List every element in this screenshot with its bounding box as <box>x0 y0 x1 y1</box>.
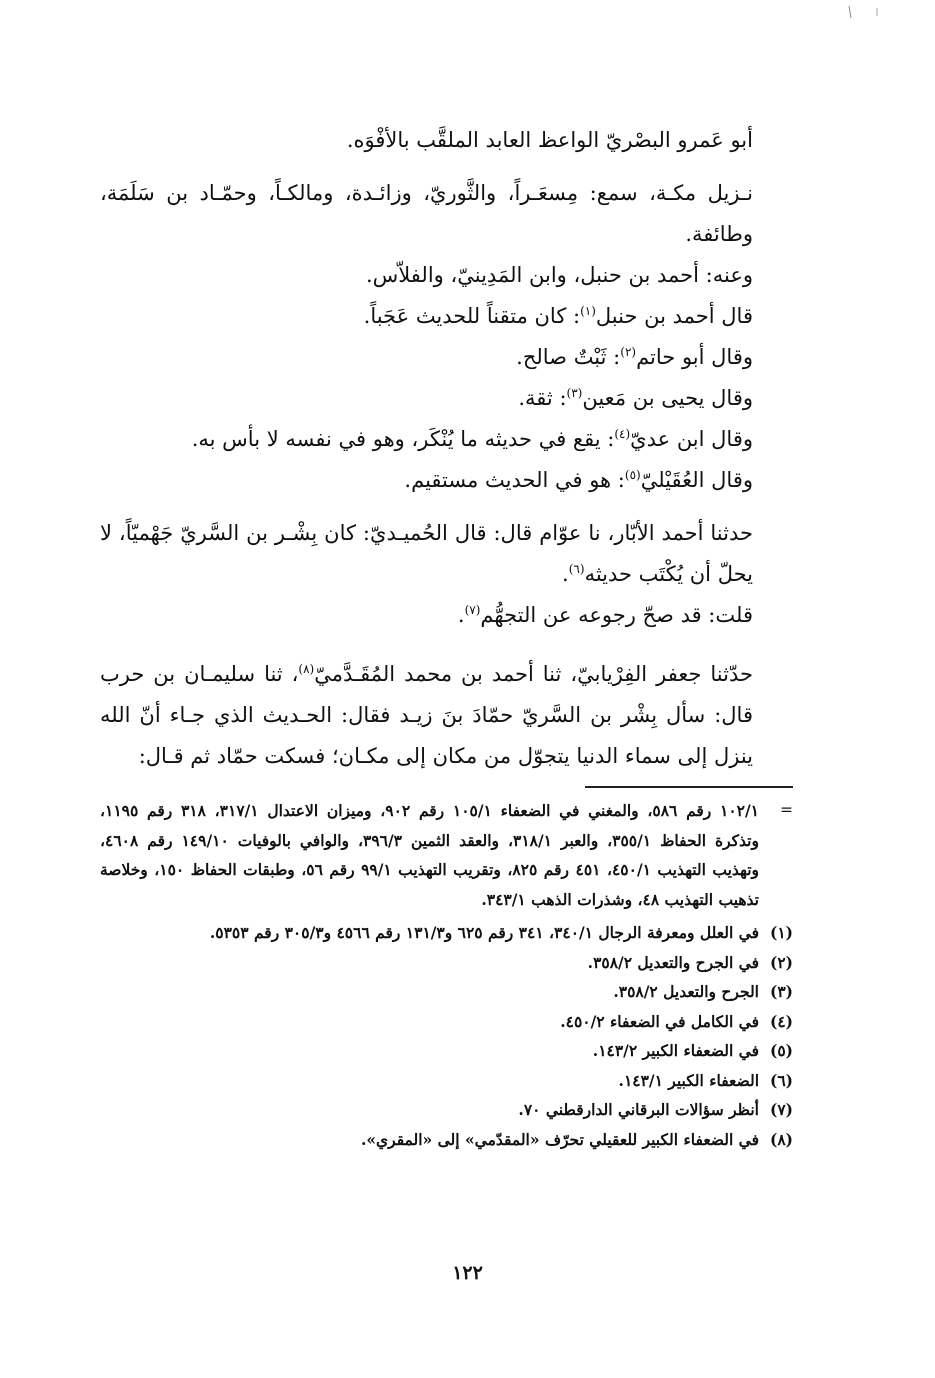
footnote-ref: (٥) <box>624 468 641 482</box>
footnote-ref: (٢) <box>620 345 637 359</box>
text-span: : كان متقناً للحديث عَجَباً. <box>363 304 581 328</box>
footnote-ref: (٤) <box>614 427 631 441</box>
page-number: ١٢٢ <box>452 1262 483 1284</box>
footnote-ref: (٨) <box>298 662 315 676</box>
paragraph-students <box>100 255 793 296</box>
footnote-item <box>100 918 793 948</box>
footnote-ref: (٦) <box>568 562 585 576</box>
footnote-text: في العلل ومعرفة الرجال ٣٤٠/١، ٣٤١ رقم ٦٢٥ و١٣١/٣ رقم ٤٥٦٦ و٣٠٥/٣ رقم ٥٣٥٣. <box>209 923 759 942</box>
footnote-item <box>100 1066 793 1096</box>
footnote-text: ١٠٢/١ رقم ٥٨٦، والمغني في الضعفاء ١٠٥/١ رقم ٩٠٢، وميزان الاعتدال ٣١٧/١، ٣١٨ رقم ١١٩٥، وتذكرة الحفاظ ٣٥٥/١، والعبر ٣١٨/١، والعقد الثمين ٣٩٦/٣، والوافي بالوفيات ١٤٩/١٠ رقم ٤٦٠٨، وتهذيب التهذيب ٤٥٠/١، ٤٥١ رقم ٨٢٥، وتقريب التهذيب ٩٩/١ رقم ٥٦، وطبقات الحفاظ ١٥٠، وخلاصة تذهيب التهذيب ٤٨، وشذرات الذهب ٣٤٣/١. <box>100 801 760 909</box>
text-span: : يقع في حديثه ما يُنْكَر، وهو في نفسه لا بأس به. <box>191 427 615 451</box>
text-span: : ثقة. <box>518 386 567 410</box>
paragraph-humaydi <box>100 513 793 595</box>
footnote-text: في الضعفاء الكبير ١٤٣/٢. <box>592 1041 759 1060</box>
text-span: قال أحمد بن حنبل <box>595 304 753 328</box>
text-span: : هو في الحديث مستقيم. <box>404 468 625 492</box>
paragraph-abu-hatim <box>100 337 793 378</box>
text-line: أبو عَمرو البصْريّ الواعظ العابد الملقَّب بالأفْوَه. <box>346 128 753 152</box>
footnote-text: في الضعفاء الكبير للعقيلي تحرّف «المقدّمي» إلى «المقري». <box>360 1129 759 1149</box>
paragraph-name <box>100 120 793 161</box>
footnote-number: (٤) <box>769 1011 793 1031</box>
paragraph-uqayli <box>100 460 793 501</box>
footnote-ref: (٧) <box>464 603 481 617</box>
footnote-number: (٨) <box>769 1129 793 1149</box>
footnote-item <box>100 948 793 978</box>
text-line: نـزيل مكـة، سمع: مِسعَـراً، والثَّوريّ، وزائـدة، ومالكـاً، وحمّـاد بن سَلَمَة، وطائفة. <box>100 181 753 246</box>
footnote-text: في الجرح والتعديل ٣٥٨/٢. <box>587 952 759 972</box>
paragraph-firyabi <box>100 654 793 777</box>
footnote-ref: (١) <box>580 304 596 318</box>
main-text <box>100 120 793 777</box>
footnote-text: الجرح والتعديل ٣٥٨/٢. <box>613 982 759 1001</box>
footnote-number: (٧) <box>769 1100 793 1119</box>
text-span: حدثنا أحمد الأبّار، نا عوّام قال: قال الحُميـديّ: كان بِشْـر بن السَّريّ جَهْميّاً، لا يحلّ أن يُكْتَب حديثه <box>100 521 753 586</box>
text-span: . <box>562 562 569 586</box>
text-span: ، ثنا سليمـان بن حرب قال: سأل بِشْر بن السَّريّ حمّادَ بنَ زيـد فقال: الحـديث الذي جـاء أنّ الله ينزل إلى سماء الدنيا يتجوّل من مكان إلى مكـان؛ فسكت حمّاد ثم قـال: <box>100 662 753 768</box>
paragraph-ibn-main <box>100 378 793 419</box>
footnote-text: أنظر سؤالات البرقاني الدارقطني ٧٠. <box>518 1100 759 1119</box>
text-span: وقال أبو حاتم <box>636 345 753 369</box>
footnote-number: (٣) <box>769 982 793 1001</box>
footnote-number: (١) <box>769 923 793 942</box>
footnotes <box>100 796 793 1154</box>
footnote-item <box>100 796 793 914</box>
paragraph-ahmad <box>100 296 793 337</box>
footnote-number: (٢) <box>769 952 793 972</box>
footnote-item <box>100 1095 793 1125</box>
paragraph-note <box>100 595 793 636</box>
paragraph-teachers <box>100 173 793 255</box>
text-span: . <box>457 603 465 627</box>
footnote-number: = <box>780 801 793 819</box>
footnote-item <box>100 1125 793 1155</box>
footnote-item <box>100 977 793 1007</box>
text-span: وقال العُقَيْليّ <box>640 468 753 492</box>
scan-artifact <box>847 4 887 20</box>
text-span: : ثَبْتٌ صالح. <box>516 345 621 369</box>
text-line: وعنه: أحمد بن حنبل، وابن المَدِينيّ، والفلاّس. <box>365 263 753 287</box>
text-span: حدّثنا جعفر الفِرْيابيّ، ثنا أحمد بن محمد المُقَـدَّميّ <box>314 662 753 686</box>
footnote-item <box>100 1036 793 1066</box>
footnote-divider <box>585 786 793 788</box>
text-span: وقال ابن عديّ <box>630 427 753 451</box>
footnote-number: (٦) <box>769 1070 793 1090</box>
footnote-ref: (٣) <box>566 386 583 400</box>
text-span: وقال يحيى بن مَعين <box>582 386 753 410</box>
footnote-text: الضعفاء الكبير ١٤٣/١. <box>618 1070 759 1090</box>
footnote-text: في الكامل في الضعفاء ٤٥٠/٢. <box>560 1011 759 1031</box>
footnote-item <box>100 1007 793 1037</box>
text-span: قلت: قد صحّ رجوعه عن التجهُّم <box>480 603 753 627</box>
paragraph-ibn-adi <box>100 419 793 460</box>
footnote-number: (٥) <box>769 1041 793 1060</box>
